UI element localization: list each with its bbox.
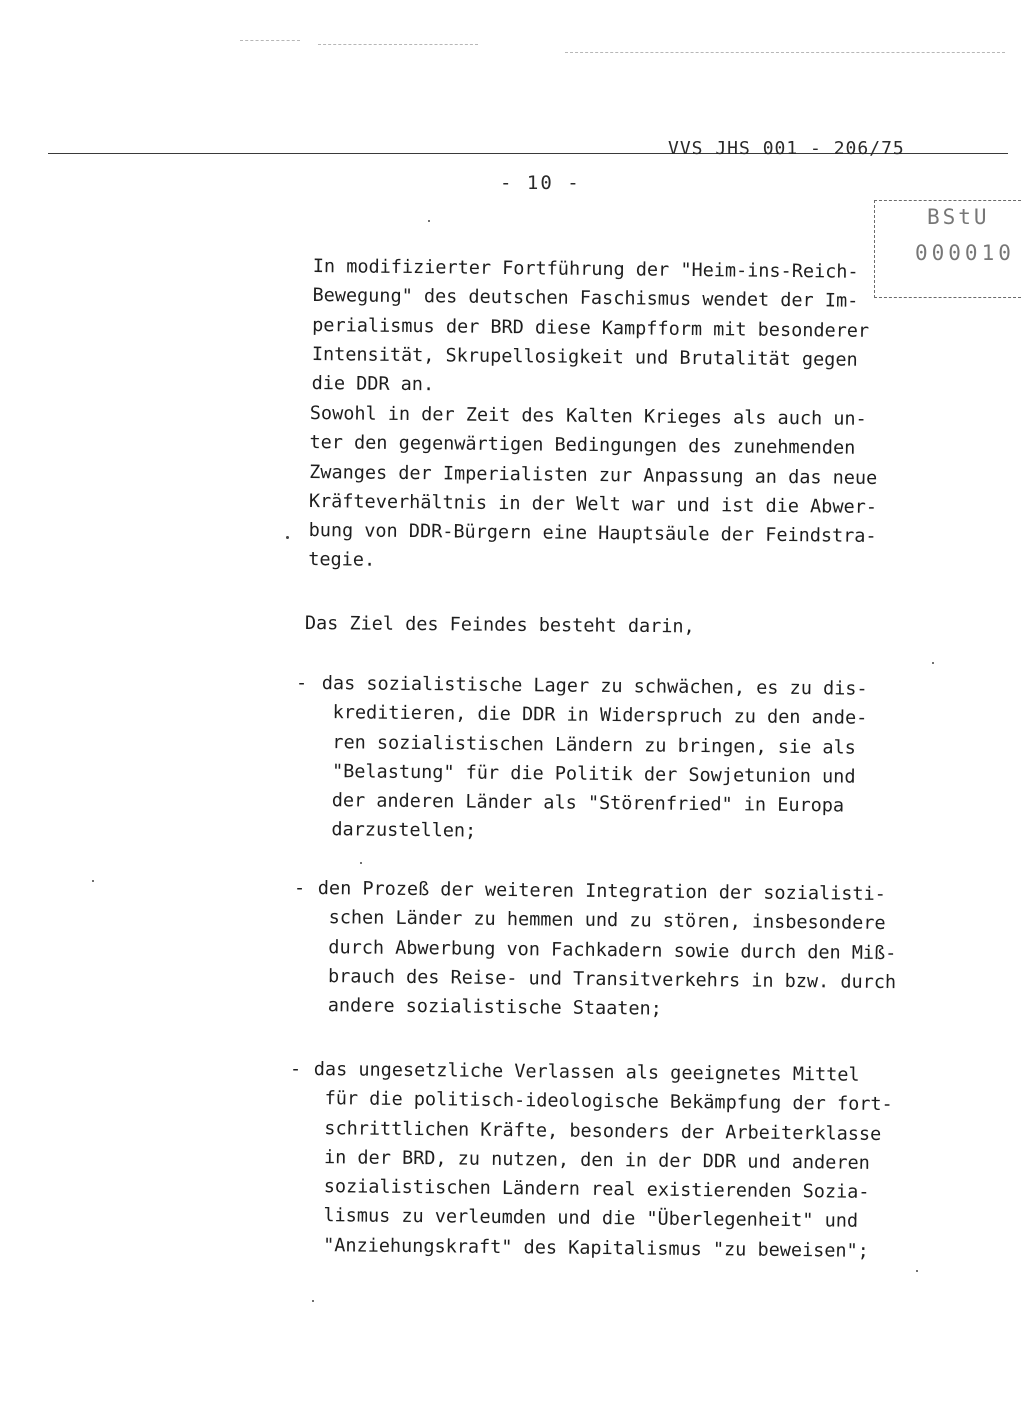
bullet-item-3: das ungesetzliche Verlassen als geeignetes Mittel für die politisch-ideologische Bekämpfung der fort- schrittlichen Kräfte, besonders der Arbeiterklasse in der BRD, zu nutzen, den in der DDR und anderen sozialistischen Ländern real existierenden Sozia- lismus zu verleumden und die "Überlegenheit" und "Anziehungskraft" des Kapitalismus "zu beweisen"; — [311, 1058, 893, 1262]
bullet-item-2: den Prozeß der weiteren Integration der sozialisti- schen Länder zu hemmen und zu stören, insbesondere durch Abwerbung von Fachkadern sowie durch den Miß- brauch des Reise- und Transitverkehrs in bzw. durch andere sozialistische Staaten; — [316, 877, 897, 1020]
archive-stamp — [874, 200, 1021, 298]
bullet-dash: - — [294, 878, 306, 899]
stamp-agency: BStU — [927, 205, 990, 229]
scan-speck — [312, 1300, 314, 1302]
paragraph-1: In modifizierter Fortführung der "Heim-ins-Reich- Bewegung" des deutschen Faschismus wendet der Im- perialismus der BRD diese Kampfform mit besonderer Intensität, Skrupellosigkeit und Brutalität gegen die DDR an. — [311, 255, 870, 396]
paragraph-3: Das Ziel des Feindes besteht darin, — [304, 612, 695, 638]
bullet-dash: - — [296, 673, 308, 694]
scan-speck — [360, 862, 362, 864]
scan-artifact-line — [240, 40, 300, 41]
stamp-page-number: 000010 — [915, 241, 1015, 265]
scan-speck — [932, 662, 934, 664]
scan-speck — [286, 536, 289, 539]
document-code: VVS JHS 001 - 206/75 — [668, 138, 905, 159]
bullet-item-1: das sozialistische Lager zu schwächen, es zu dis- kreditieren, die DDR in Widerspruch zu den ande- ren sozialistischen Ländern zu bringen, sie als "Belastung" für die Politik der Sowjetunion und der anderen Länder als "Störenfried" in Europa darzustellen; — [320, 672, 868, 843]
scan-artifact-line — [565, 52, 1005, 53]
bullet-dash: - — [290, 1059, 302, 1080]
scan-speck — [428, 220, 430, 222]
scan-speck — [916, 1270, 918, 1272]
scan-speck — [92, 880, 94, 882]
page-number: - 10 - — [500, 172, 581, 194]
paragraph-2: Sowohl in der Zeit des Kalten Krieges als auch un- ter den gegenwärtigen Bedingungen des zunehmenden Zwanges der Imperialisten zur Anpassung an das neue Kräfteverhältnis in der Welt war und ist die Abwer- bung von DDR-Bürgern eine Hauptsäule der Feindstra- tegie. — [308, 402, 878, 572]
scan-artifact-line — [318, 44, 478, 45]
